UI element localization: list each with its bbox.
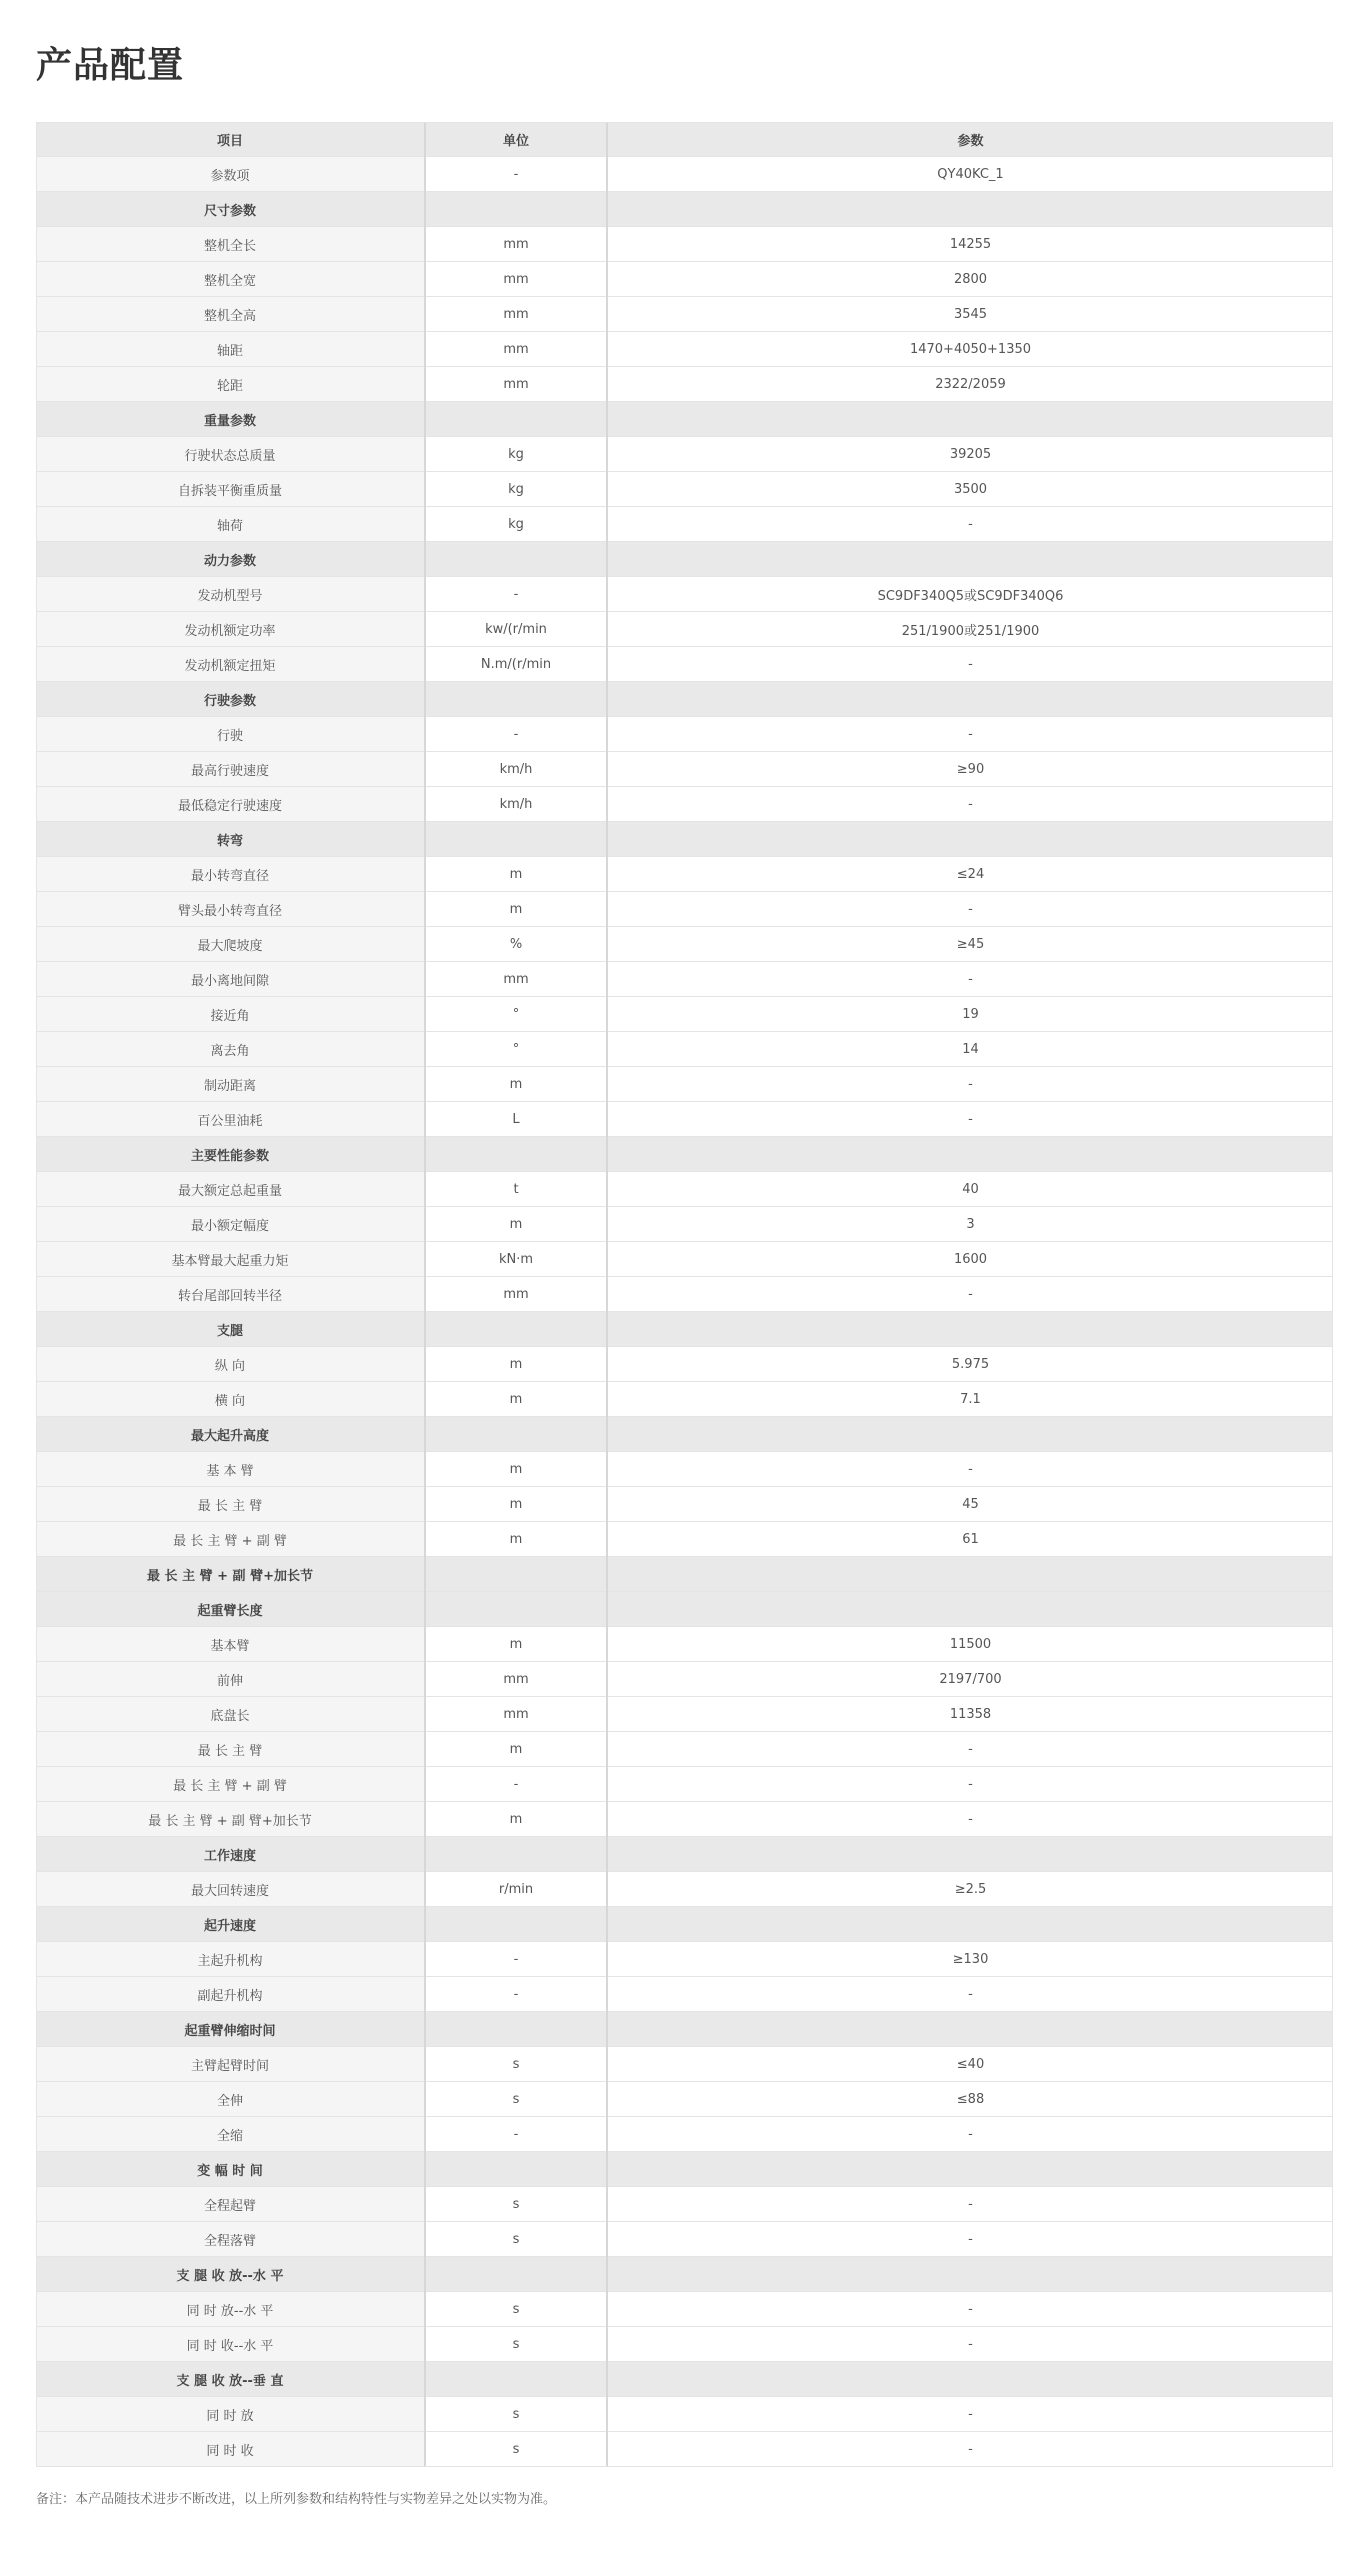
- param-name: 轴距: [36, 332, 425, 367]
- table-row: [36, 1207, 1333, 1242]
- param-name: 全程起臂: [36, 2187, 425, 2222]
- header-unit: 单位: [425, 122, 607, 157]
- section-title: 转弯: [36, 822, 425, 857]
- param-unit: r/min: [425, 1872, 607, 1907]
- param-unit: m: [425, 1067, 607, 1102]
- section-title: 工作速度: [36, 1837, 425, 1872]
- param-name: 同 时 收: [36, 2432, 425, 2467]
- section-title: 尺寸参数: [36, 192, 425, 227]
- param-value: ≥2.5: [607, 1872, 1333, 1907]
- param-unit: s: [425, 2292, 607, 2327]
- section-title: 重量参数: [36, 402, 425, 437]
- param-value: [607, 2362, 1333, 2397]
- table-row: [36, 787, 1333, 822]
- param-unit: [425, 2152, 607, 2187]
- table-row: [36, 2222, 1333, 2257]
- section-row: [36, 2012, 1333, 2047]
- param-value: 1470+4050+1350: [607, 332, 1333, 367]
- param-name: 最 长 主 臂: [36, 1487, 425, 1522]
- param-name: 最大额定总起重量: [36, 1172, 425, 1207]
- param-name: 最小转弯直径: [36, 857, 425, 892]
- param-name: 臂头最小转弯直径: [36, 892, 425, 927]
- param-value: 3: [607, 1207, 1333, 1242]
- param-value: [607, 1557, 1333, 1592]
- section-row: [36, 192, 1333, 227]
- param-name: 接近角: [36, 997, 425, 1032]
- section-row: [36, 1557, 1333, 1592]
- param-unit: m: [425, 1347, 607, 1382]
- table-row: [36, 1942, 1333, 1977]
- param-value: [607, 1137, 1333, 1172]
- table-row: [36, 1697, 1333, 1732]
- param-unit: m: [425, 1452, 607, 1487]
- section-title: 最大起升高度: [36, 1417, 425, 1452]
- table-row: [36, 612, 1333, 647]
- param-value: -: [607, 2397, 1333, 2432]
- param-value: 3545: [607, 297, 1333, 332]
- param-name: 同 时 放: [36, 2397, 425, 2432]
- param-name: 整机全高: [36, 297, 425, 332]
- param-unit: s: [425, 2432, 607, 2467]
- param-unit: mm: [425, 262, 607, 297]
- table-row: [36, 752, 1333, 787]
- param-name: 发动机型号: [36, 577, 425, 612]
- param-value: 7.1: [607, 1382, 1333, 1417]
- table-row: [36, 1382, 1333, 1417]
- param-unit: %: [425, 927, 607, 962]
- param-unit: [425, 1137, 607, 1172]
- param-unit: mm: [425, 297, 607, 332]
- param-value: -: [607, 1767, 1333, 1802]
- param-unit: mm: [425, 332, 607, 367]
- table-row: [36, 577, 1333, 612]
- spec-table: [36, 122, 1333, 2467]
- param-value: [607, 2257, 1333, 2292]
- param-name: 最大回转速度: [36, 1872, 425, 1907]
- table-row: [36, 1802, 1333, 1837]
- section-title: 支 腿 收 放--水 平: [36, 2257, 425, 2292]
- param-unit: -: [425, 717, 607, 752]
- header-value: 参数: [607, 122, 1333, 157]
- param-unit: mm: [425, 1277, 607, 1312]
- param-name: 同 时 收--水 平: [36, 2327, 425, 2362]
- table-row: [36, 2082, 1333, 2117]
- param-name: 主臂起臂时间: [36, 2047, 425, 2082]
- section-title: 变 幅 时 间: [36, 2152, 425, 2187]
- param-value: 5.975: [607, 1347, 1333, 1382]
- table-row: [36, 332, 1333, 367]
- param-name: 全缩: [36, 2117, 425, 2152]
- table-row: [36, 2187, 1333, 2222]
- param-unit: m: [425, 1802, 607, 1837]
- section-title: 支腿: [36, 1312, 425, 1347]
- param-value: -: [607, 2187, 1333, 2222]
- param-unit: -: [425, 157, 607, 192]
- param-value: [607, 542, 1333, 577]
- param-name: 最 长 主 臂: [36, 1732, 425, 1767]
- section-row: [36, 2152, 1333, 2187]
- param-unit: °: [425, 1032, 607, 1067]
- table-row: [36, 892, 1333, 927]
- param-unit: mm: [425, 227, 607, 262]
- header-item: 项目: [36, 122, 425, 157]
- table-row: [36, 472, 1333, 507]
- param-value: 2322/2059: [607, 367, 1333, 402]
- page-title: 产品配置: [36, 45, 185, 86]
- param-unit: [425, 822, 607, 857]
- param-value: 19: [607, 997, 1333, 1032]
- param-name: 前伸: [36, 1662, 425, 1697]
- param-value: 2800: [607, 262, 1333, 297]
- param-name: 发动机额定功率: [36, 612, 425, 647]
- param-value: ≤24: [607, 857, 1333, 892]
- table-row: [36, 2432, 1333, 2467]
- table-row: [36, 1347, 1333, 1382]
- param-name: 整机全长: [36, 227, 425, 262]
- section-row: [36, 1137, 1333, 1172]
- param-name: 基本臂: [36, 1627, 425, 1662]
- param-value: 40: [607, 1172, 1333, 1207]
- section-title: 支 腿 收 放--垂 直: [36, 2362, 425, 2397]
- param-value: -: [607, 1802, 1333, 1837]
- param-unit: [425, 2362, 607, 2397]
- spec-table-body: [36, 157, 1333, 2467]
- param-unit: kg: [425, 472, 607, 507]
- table-row: [36, 2047, 1333, 2082]
- param-name: 最高行驶速度: [36, 752, 425, 787]
- param-name: 最大爬坡度: [36, 927, 425, 962]
- param-unit: [425, 1837, 607, 1872]
- param-value: -: [607, 1102, 1333, 1137]
- table-row: [36, 1487, 1333, 1522]
- table-row: [36, 1032, 1333, 1067]
- param-unit: mm: [425, 962, 607, 997]
- param-value: [607, 192, 1333, 227]
- table-row: [36, 1277, 1333, 1312]
- param-name: 离去角: [36, 1032, 425, 1067]
- param-unit: s: [425, 2222, 607, 2257]
- param-name: 行驶状态总质量: [36, 437, 425, 472]
- param-value: -: [607, 892, 1333, 927]
- table-row: [36, 2292, 1333, 2327]
- table-row: [36, 227, 1333, 262]
- param-value: ≥90: [607, 752, 1333, 787]
- param-unit: kN·m: [425, 1242, 607, 1277]
- param-name: 轴荷: [36, 507, 425, 542]
- table-row: [36, 1767, 1333, 1802]
- param-unit: m: [425, 1522, 607, 1557]
- param-unit: [425, 1592, 607, 1627]
- param-unit: L: [425, 1102, 607, 1137]
- param-unit: [425, 1557, 607, 1592]
- section-row: [36, 682, 1333, 717]
- param-value: [607, 2012, 1333, 2047]
- param-unit: kg: [425, 507, 607, 542]
- table-row: [36, 507, 1333, 542]
- section-title: 主要性能参数: [36, 1137, 425, 1172]
- table-header-row: [36, 122, 1333, 157]
- param-unit: t: [425, 1172, 607, 1207]
- param-unit: m: [425, 1207, 607, 1242]
- param-value: 39205: [607, 437, 1333, 472]
- param-value: -: [607, 1732, 1333, 1767]
- param-value: 1600: [607, 1242, 1333, 1277]
- param-name: 最 长 主 臂 + 副 臂+加长节: [36, 1802, 425, 1837]
- param-unit: m: [425, 1732, 607, 1767]
- table-row: [36, 647, 1333, 682]
- param-name: 百公里油耗: [36, 1102, 425, 1137]
- param-value: 11500: [607, 1627, 1333, 1662]
- param-unit: s: [425, 2327, 607, 2362]
- param-value: -: [607, 2432, 1333, 2467]
- param-value: QY40KC_1: [607, 157, 1333, 192]
- param-value: [607, 1907, 1333, 1942]
- section-title: 起升速度: [36, 1907, 425, 1942]
- param-unit: s: [425, 2082, 607, 2117]
- param-unit: [425, 2012, 607, 2047]
- param-value: 3500: [607, 472, 1333, 507]
- param-value: 11358: [607, 1697, 1333, 1732]
- table-row: [36, 1452, 1333, 1487]
- table-row: [36, 437, 1333, 472]
- param-name: 最 长 主 臂 + 副 臂: [36, 1522, 425, 1557]
- section-row: [36, 1837, 1333, 1872]
- param-unit: [425, 1907, 607, 1942]
- table-row: [36, 1172, 1333, 1207]
- section-title: 起重臂伸缩时间: [36, 2012, 425, 2047]
- section-row: [36, 1312, 1333, 1347]
- param-unit: s: [425, 2047, 607, 2082]
- param-name: 制动距离: [36, 1067, 425, 1102]
- param-name: 纵 向: [36, 1347, 425, 1382]
- table-row: [36, 367, 1333, 402]
- table-row: [36, 1102, 1333, 1137]
- param-value: 61: [607, 1522, 1333, 1557]
- param-unit: -: [425, 577, 607, 612]
- param-value: 251/1900或251/1900: [607, 612, 1333, 647]
- table-row: [36, 1627, 1333, 1662]
- table-row: [36, 962, 1333, 997]
- table-row: [36, 2397, 1333, 2432]
- param-name: 最 长 主 臂 + 副 臂: [36, 1767, 425, 1802]
- param-value: ≥45: [607, 927, 1333, 962]
- table-row: [36, 297, 1333, 332]
- section-row: [36, 542, 1333, 577]
- param-unit: kw/(r/min: [425, 612, 607, 647]
- param-name: 同 时 放--水 平: [36, 2292, 425, 2327]
- param-value: [607, 822, 1333, 857]
- param-unit: [425, 402, 607, 437]
- param-name: 底盘长: [36, 1697, 425, 1732]
- param-value: [607, 402, 1333, 437]
- param-unit: mm: [425, 1662, 607, 1697]
- param-unit: m: [425, 857, 607, 892]
- param-value: 14255: [607, 227, 1333, 262]
- section-title: 起重臂长度: [36, 1592, 425, 1627]
- param-name: 基本臂最大起重力矩: [36, 1242, 425, 1277]
- table-row: [36, 1067, 1333, 1102]
- param-value: -: [607, 647, 1333, 682]
- param-name: 全程落臂: [36, 2222, 425, 2257]
- param-value: 2197/700: [607, 1662, 1333, 1697]
- param-value: -: [607, 717, 1333, 752]
- param-unit: s: [425, 2187, 607, 2222]
- param-unit: m: [425, 1382, 607, 1417]
- param-value: -: [607, 2327, 1333, 2362]
- param-unit: [425, 192, 607, 227]
- param-unit: [425, 2257, 607, 2292]
- param-value: SC9DF340Q5或SC9DF340Q6: [607, 577, 1333, 612]
- param-unit: m: [425, 1627, 607, 1662]
- param-value: 14: [607, 1032, 1333, 1067]
- section-row: [36, 822, 1333, 857]
- section-title: 动力参数: [36, 542, 425, 577]
- param-value: ≤88: [607, 2082, 1333, 2117]
- table-row: [36, 1242, 1333, 1277]
- param-value: -: [607, 1977, 1333, 2012]
- table-row: [36, 2327, 1333, 2362]
- param-value: [607, 682, 1333, 717]
- table-row: [36, 1522, 1333, 1557]
- table-row: [36, 2117, 1333, 2152]
- param-unit: mm: [425, 367, 607, 402]
- param-name: 行驶: [36, 717, 425, 752]
- param-name: 参数项: [36, 157, 425, 192]
- param-unit: [425, 1312, 607, 1347]
- table-row: [36, 262, 1333, 297]
- param-value: -: [607, 1452, 1333, 1487]
- param-value: ≤40: [607, 2047, 1333, 2082]
- param-unit: -: [425, 2117, 607, 2152]
- table-row: [36, 927, 1333, 962]
- param-unit: -: [425, 1977, 607, 2012]
- footnote: 备注：本产品随技术进步不断改进，以上所列参数和结构特性与实物差异之处以实物为准。: [36, 2492, 557, 2507]
- param-unit: °: [425, 997, 607, 1032]
- param-unit: m: [425, 1487, 607, 1522]
- param-value: ≥130: [607, 1942, 1333, 1977]
- param-value: -: [607, 962, 1333, 997]
- param-unit: -: [425, 1942, 607, 1977]
- param-unit: -: [425, 1767, 607, 1802]
- param-unit: kg: [425, 437, 607, 472]
- param-value: [607, 1592, 1333, 1627]
- table-row: [36, 717, 1333, 752]
- param-unit: [425, 542, 607, 577]
- param-value: -: [607, 2222, 1333, 2257]
- table-row: [36, 1872, 1333, 1907]
- param-name: 主起升机构: [36, 1942, 425, 1977]
- param-name: 自拆装平衡重质量: [36, 472, 425, 507]
- section-row: [36, 2257, 1333, 2292]
- param-unit: [425, 1417, 607, 1452]
- param-value: [607, 1837, 1333, 1872]
- param-name: 轮距: [36, 367, 425, 402]
- param-name: 转台尾部回转半径: [36, 1277, 425, 1312]
- param-unit: s: [425, 2397, 607, 2432]
- table-row: [36, 157, 1333, 192]
- param-unit: km/h: [425, 787, 607, 822]
- param-unit: m: [425, 892, 607, 927]
- param-name: 全伸: [36, 2082, 425, 2117]
- param-name: 副起升机构: [36, 1977, 425, 2012]
- param-name: 最小离地间隙: [36, 962, 425, 997]
- table-row: [36, 1977, 1333, 2012]
- param-value: -: [607, 787, 1333, 822]
- param-unit: N.m/(r/min: [425, 647, 607, 682]
- param-name: 整机全宽: [36, 262, 425, 297]
- section-title: 行驶参数: [36, 682, 425, 717]
- section-row: [36, 1907, 1333, 1942]
- param-unit: [425, 682, 607, 717]
- section-row: [36, 1592, 1333, 1627]
- param-value: 45: [607, 1487, 1333, 1522]
- param-value: [607, 1417, 1333, 1452]
- param-name: 发动机额定扭矩: [36, 647, 425, 682]
- section-row: [36, 1417, 1333, 1452]
- table-row: [36, 1662, 1333, 1697]
- param-name: 最低稳定行驶速度: [36, 787, 425, 822]
- param-name: 最小额定幅度: [36, 1207, 425, 1242]
- param-value: -: [607, 1067, 1333, 1102]
- section-title: 最 长 主 臂 + 副 臂+加长节: [36, 1557, 425, 1592]
- param-name: 基 本 臂: [36, 1452, 425, 1487]
- table-row: [36, 857, 1333, 892]
- param-name: 横 向: [36, 1382, 425, 1417]
- param-value: -: [607, 2117, 1333, 2152]
- param-value: [607, 1312, 1333, 1347]
- param-value: [607, 2152, 1333, 2187]
- table-row: [36, 997, 1333, 1032]
- param-value: -: [607, 2292, 1333, 2327]
- param-value: -: [607, 507, 1333, 542]
- param-value: -: [607, 1277, 1333, 1312]
- section-row: [36, 2362, 1333, 2397]
- table-row: [36, 1732, 1333, 1767]
- section-row: [36, 402, 1333, 437]
- param-unit: km/h: [425, 752, 607, 787]
- param-unit: mm: [425, 1697, 607, 1732]
